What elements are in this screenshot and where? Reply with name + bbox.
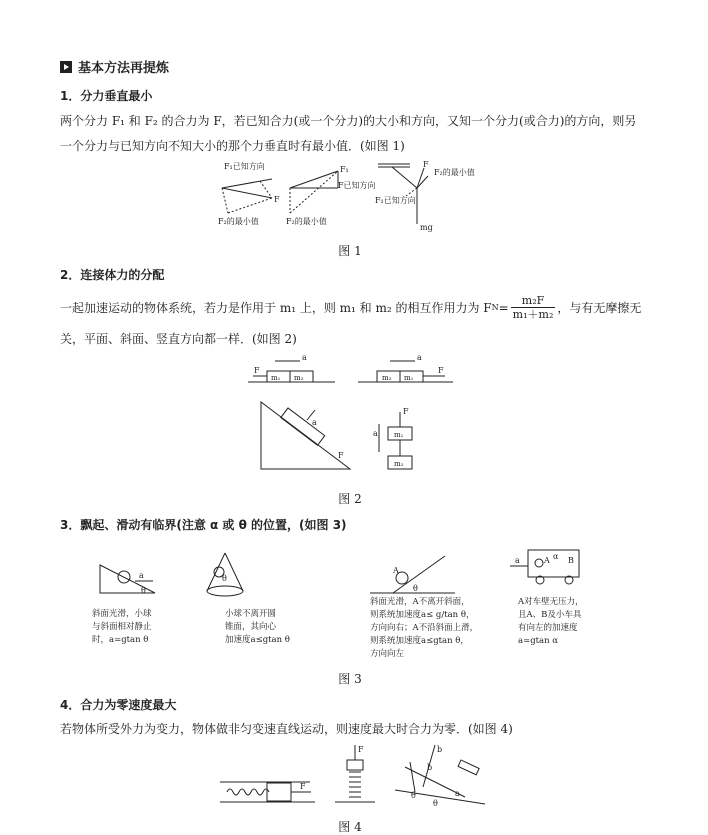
fig4-label: θ [433, 799, 438, 808]
fig2-label: a [302, 353, 307, 362]
fig2-label: F [254, 366, 260, 375]
figure-3 [95, 543, 595, 598]
note-line: 斜面光滑，A不离开斜面， [370, 597, 470, 607]
s1-text-line2: 一个分力与已知方向不知大小的那个力垂直时有最小值．(如图 1) [60, 139, 405, 153]
fig2-label: a [373, 429, 378, 438]
note-line: 斜面光滑，小球 [92, 609, 152, 619]
s2-text-part: 一起加速运动的物体系统，若力是作用于 m₁ 上，则 m₁ 和 m₂ 的相互作用力为 F [60, 301, 492, 315]
note-line: 加速度a≤gtan θ [225, 635, 290, 645]
fig1-label: mg [420, 223, 433, 232]
note-line: 则系统加速度a≤ g/tan θ， [370, 610, 475, 620]
note-1 [92, 608, 152, 647]
fig1-label: F₂的最小值 [434, 168, 475, 177]
fig2-label: m₁ [271, 374, 281, 382]
fig4-label: F [300, 782, 306, 791]
fig4-label: a [455, 789, 460, 798]
note-line: 小球不离开圆 [225, 609, 277, 619]
fig1-label: F₁ [340, 165, 349, 174]
note-line: 有向左的加速度 [518, 623, 578, 633]
note-line: 时，a=gtan θ [92, 635, 149, 645]
figure-2-caption: 图 2 [338, 492, 362, 506]
fig2-label: a [312, 418, 317, 427]
note-line: 则系统加速度a≤gtan θ， [370, 636, 469, 646]
fig2-label: F [438, 366, 444, 375]
fraction-numerator: m₂F [511, 294, 556, 308]
fig2-label: F [403, 407, 409, 416]
s4-text-line1: 若物体所受外力为变力，物体做非匀变速直线运动，则速度最大时合力为零．(如图 4) [60, 722, 513, 736]
figure-4-caption: 图 4 [338, 820, 362, 834]
fraction [511, 294, 556, 321]
fig3-label: θ [413, 584, 418, 593]
s2-text-line1: 一起加速运动的物体系统，若力是作用于 m₁ 上，则 m₁ 和 m₂ 的相互作用力为 F N = $\frac{\text{m₂F}}{\text{m₁＋m₂}}$ ，与有无摩擦无 [60, 294, 642, 321]
fig3-label: a [139, 571, 144, 580]
heading-4: 4．合力为零速度最大 [60, 698, 177, 712]
s2-text-part: ，与有无摩擦无 [557, 301, 642, 315]
section-title: 基本方法再提炼 [78, 61, 170, 76]
fig2-label: m₂ [294, 374, 304, 382]
fig3-label: θ [222, 574, 227, 583]
heading-2: 2．连接体力的分配 [60, 268, 165, 282]
figure-1-caption: 图 1 [338, 244, 362, 258]
fig1-label: F₂的最小值 [218, 217, 259, 226]
note-line: 锥面，其向心 [225, 622, 277, 632]
s2-text-line2: 关，平面、斜面、竖直方向都一样．(如图 2) [60, 332, 297, 346]
fig1-label: F₂的最小值 [286, 217, 327, 226]
heading-3: 3．飘起、滑动有临界(注意 α 或 θ 的位置，(如图 3) [60, 518, 347, 532]
figure-1 [210, 158, 500, 236]
fig4-label: b [427, 763, 433, 772]
note-3 [370, 596, 478, 661]
fig3-label: A [544, 556, 550, 565]
fig2-label: m₂ [382, 374, 392, 382]
figure-3-caption: 图 3 [338, 672, 362, 686]
fig4-label: θ [411, 791, 416, 800]
fig2-label: m₂ [394, 460, 404, 468]
fig1-label: F [274, 195, 280, 204]
s1-text-line1: 两个分力 F₁ 和 F₂ 的合力为 F，若已知合力(或一个分力)的大小和方向，又知一个分力(或合力)的方向，则另 [60, 114, 637, 128]
note-line: 且A、B及小车具 [518, 610, 582, 620]
fig2-label: m₁ [404, 374, 414, 382]
fig3-label: θ [141, 586, 146, 595]
fig1-label: F [423, 160, 429, 169]
figure-2 [245, 352, 455, 477]
fig4-label: b [437, 745, 443, 754]
fig3-label: A [393, 566, 399, 575]
fraction-denominator: m₁＋m₂ [512, 308, 554, 321]
note-4 [518, 596, 584, 648]
figure-4 [215, 742, 505, 812]
fig1-label: F₁已知方向 [375, 196, 416, 205]
fn-subscript: N [491, 303, 499, 312]
fig3-label: α [553, 552, 559, 561]
note-line: 与斜面相对静止 [92, 622, 152, 632]
fig2-label: m₁ [394, 431, 404, 439]
fig2-label: a [417, 353, 422, 362]
fig3-label: B [568, 556, 574, 565]
fig4-label: F [358, 745, 364, 754]
fig1-label: F₁已知方向 [224, 162, 265, 171]
note-line: a=gtan α [518, 636, 559, 646]
fig2-label: F [338, 451, 344, 460]
note-2 [225, 608, 290, 647]
fig1-label: F已知方向 [338, 181, 376, 190]
section-header [60, 57, 169, 76]
heading-1: 1．分力垂直最小 [60, 89, 153, 103]
note-line: 方向向左 [370, 649, 405, 659]
fig3-label: a [515, 556, 520, 565]
note-line: A对车壁无压力， [518, 597, 584, 607]
note-line: 方向向右；A不沿斜面上滑， [370, 623, 479, 633]
play-square-icon [60, 61, 72, 73]
